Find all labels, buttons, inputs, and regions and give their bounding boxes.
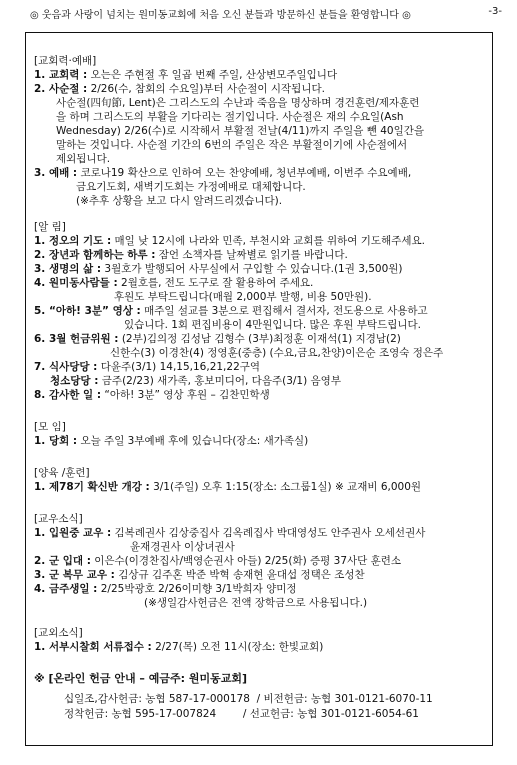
- meeting-item-1: 1. 당회 : 오늘 주일 3부예배 후에 있습니다(장소: 새가족실): [34, 435, 309, 447]
- section-members: [34, 512, 486, 610]
- offering-title: ※ [온라인 헌금 안내 – 예금주: 원미동교회]: [34, 672, 248, 685]
- section-title: [교회력·예배]: [34, 55, 97, 67]
- notice-item-6: 6. 3월 헌금위원 : (2부)김의정 김성남 김형수 (3부)최정훈 이재석(1) 지경남(2): [34, 333, 401, 345]
- worship-item-2-line: Wednesday) 2/26(수)로 시작해서 부활절 전날(4/11)까지 주일을 뺀 40일간을: [56, 125, 425, 137]
- section-title: [알 림]: [34, 221, 66, 233]
- members-item-1-line: 윤재경권사 이상녀권사: [130, 541, 235, 553]
- section-offering: [34, 672, 486, 722]
- section-title: [교외소식]: [34, 627, 83, 639]
- worship-item-3-line: (※추후 상황을 보고 다시 알려드리겠습니다).: [76, 195, 283, 207]
- notice-item-5-line: 있습니다. 1회 편집비용이 4만원입니다. 많은 후원 부탁드립니다.: [124, 319, 421, 331]
- notice-item-7: 7. 식사당당 : 다윤주(3/1) 14,15,16,21,22구역: [34, 361, 261, 373]
- worship-item-3: 3. 예배 : 코로나19 확산으로 인하여 오는 찬양예배, 청년부예배, 이번주 수요예배,: [34, 167, 412, 179]
- notice-item-3: 3. 생명의 삶 : 3월호가 발행되어 사무실에서 구입할 수 있습니다.(1권 3,500원): [34, 263, 403, 275]
- header-welcome-text: ◎ 웃음과 사랑이 넘치는 원미동교회에 처음 오신 분들과 방문하신 분들을 환영합니다 ◎: [30, 10, 411, 21]
- bulletin-content: [34, 40, 486, 722]
- section-worship: [34, 54, 486, 208]
- worship-item-2-line: 말하는 것입니다. 사순절 기간의 6번의 주일은 작은 부활절이기에 사순절에서: [56, 139, 408, 151]
- section-training: [34, 466, 486, 494]
- section-meeting: [34, 420, 486, 448]
- notice-item-7-cleaning: 청소당당 : 금주(2/23) 새가족, 홍보미디어, 다음주(3/1) 음영부: [50, 375, 341, 387]
- section-title: [양육 /훈련]: [34, 467, 90, 479]
- notice-item-4: 4. 원미동사람들 : 2월호를, 전도 도구로 잘 활용하여 주세요.: [34, 277, 314, 289]
- notice-item-2: 2. 장년과 함께하는 하루 : 잠언 소책자를 날짜별로 읽기를 바랍니다.: [34, 249, 348, 261]
- members-item-4-line: (※생일감사헌금은 전액 장학금으로 사용됩니다.): [144, 597, 368, 609]
- outside-item-1: 1. 서부시찰회 서류접수 : 2/27(목) 오전 11시(장소: 한빛교회): [34, 641, 324, 653]
- members-item-4: 4. 금주생일 : 2/25박광호 2/26이미향 3/1박희자 양미정: [34, 583, 297, 595]
- worship-item-3-line: 금요기도회, 새벽기도회는 가정예배로 대체합니다.: [76, 181, 306, 193]
- page-number: -3-: [488, 6, 502, 17]
- notice-item-5: 5. “아하! 3분” 영상 : 매주일 설교를 3분으로 편집해서 결서자, 전도용으로 사용하고: [34, 305, 428, 317]
- members-item-1: 1. 입원중 교우 : 김복례권사 김상중집사 김옥례집사 박대영성도 안주권사 오세선권사: [34, 527, 426, 539]
- section-notice: [34, 220, 486, 402]
- notice-item-6-line: 신한수(3) 이경찬(4) 정영훈(중층) (수요,금요,찬양)이은순 조영숙 정은주: [110, 347, 444, 359]
- worship-item-1: 1. 교회력 : 오는은 주현절 후 일곱 번째 주일, 산상변모주일입니다: [34, 69, 338, 81]
- worship-item-2-line: 제외됩니다.: [56, 153, 111, 165]
- offering-account-line: 정착헌금: 농협 595-17-007824 / 선교헌금: 농협 301-0121-6054-61: [64, 708, 419, 720]
- notice-item-4-line: 후원도 부탁드립니다(매월 2,000부 발행, 비용 50만원).: [114, 291, 372, 303]
- members-item-2: 2. 군 입대 : 이은수(이경찬집사/백영순권사 아들) 2/25(화) 증평 37사단 훈련소: [34, 555, 402, 567]
- section-title: [모 임]: [34, 421, 66, 433]
- notice-item-1: 1. 정오의 기도 : 매일 낮 12시에 나라와 민족, 부천시와 교회를 위하여 기도해주세요.: [34, 235, 425, 247]
- page-header: [30, 6, 510, 21]
- section-outside: [34, 626, 486, 654]
- notice-item-8: 8. 감사한 일 : “아하! 3분” 영상 후원 – 김찬민학생: [34, 389, 270, 401]
- offering-account-line: 십일조,감사헌금: 농협 587-17-000178 / 비전헌금: 농협 301-0121-6070-11: [64, 693, 433, 705]
- section-title: [교우소식]: [34, 513, 83, 525]
- worship-item-2-line: 을 하며 그리스도의 부활을 기다리는 절기입니다. 사순절은 재의 수요일(Ash: [56, 111, 404, 123]
- training-item-1: 1. 제78기 확신반 개강 : 3/1(주일) 오후 1:15(장소: 소그룹1실) ※ 교재비 6,000원: [34, 481, 422, 493]
- members-item-3: 3. 군 복무 교우 : 김상규 김주혼 박준 박혁 송재현 윤대섭 정택은 조성찬: [34, 569, 365, 581]
- worship-item-2-line: 사순절(四旬節, Lent)은 그리스도의 수난과 죽음을 명상하며 경건훈련/제자훈련: [56, 97, 420, 109]
- worship-item-2: 2. 사순절 : 2/26(수, 참회의 수요일)부터 사순절이 시작됩니다.: [34, 83, 325, 95]
